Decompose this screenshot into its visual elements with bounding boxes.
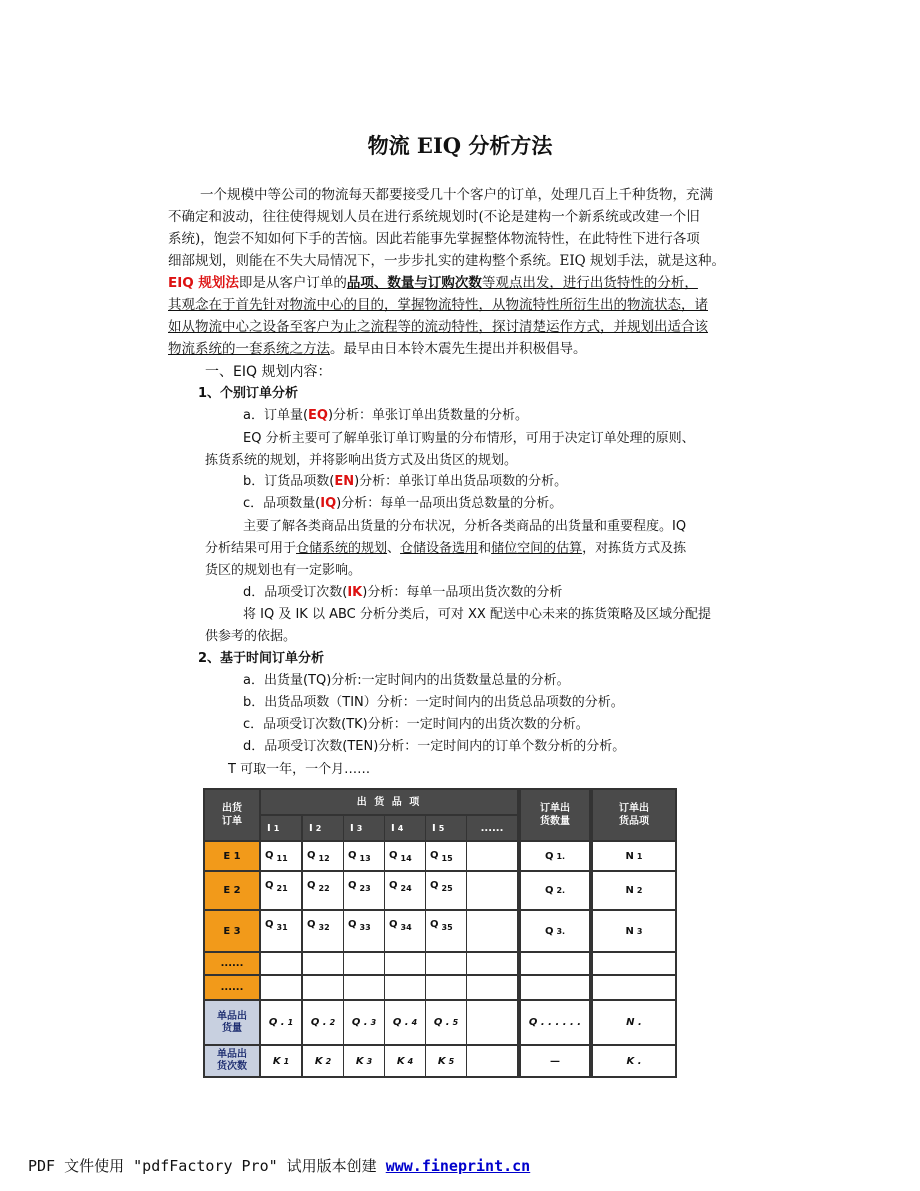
q-cell-1-2: Q $_{12}$ (303, 842, 343, 870)
time-note: T 可取一年，一个月…… (228, 762, 371, 777)
en-cell-2: N 2 (593, 872, 675, 909)
item-d1-desc-2: 供参考的依据。 (205, 629, 297, 644)
page-title: 物流 EIQ 分析方法 (367, 133, 553, 158)
intro-line-2: 不确定和波动，往往使得规划人员在进行系统规划时(不论是建构一个新系统或改建一个旧 (168, 209, 700, 225)
dot-row-1-cell-6 (467, 953, 517, 974)
intro-line-8-u: 物流系统的一套系统之方法 (168, 341, 330, 357)
corner-header: 出货 订单 (205, 790, 259, 840)
intro-line-1: 一个规模中等公司的物流每天都要接受几十个客户的订单，处理几百上千种货物，充满 (200, 187, 713, 203)
item-header-dots: ...... (467, 816, 517, 840)
q-cell-2-2: Q $_{22}$ (303, 872, 343, 909)
dot-row-1-cell-1 (261, 953, 301, 974)
order-label-2: E 2 (205, 872, 259, 909)
dot-row-1-en (593, 953, 675, 974)
item-c1: c．品项数量(IQ)分析：每单一品项出货总数量的分析。 (243, 496, 563, 511)
eq-cell-1: Q 1. (521, 842, 589, 870)
eq-term: EQ (308, 408, 328, 423)
intro-line-7: 如从物流中心之设备至客户为止之流程等的流动特性，探讨清楚运作方式，并规划出适合该 (168, 319, 708, 335)
intro-line-5-b: 等观点出发，进行出货特性的分析， (481, 275, 698, 291)
iq-cell-4: Q . 4 (385, 1001, 425, 1044)
en-cell-3: N 3 (593, 911, 675, 951)
item-a1: a．订单量(EQ)分析：单张订单出货数量的分析。 (243, 408, 529, 423)
q-cell-1-5: Q $_{15}$ (426, 842, 466, 870)
eiq-table (203, 788, 677, 1078)
dot-row-label-2: ...... (205, 976, 259, 999)
item-header-2: I 2 (303, 816, 343, 840)
ik-cell-3: K 3 (344, 1046, 384, 1076)
q-cell-3-3: Q $_{33}$ (344, 911, 384, 951)
dot-row-label-1: ...... (205, 953, 259, 974)
ik-row-label: 单品出 货次数 (205, 1046, 259, 1076)
dot-row-2-cell-5 (426, 976, 466, 999)
pdf-footer (28, 1155, 530, 1176)
ik-cell-2: K 2 (303, 1046, 343, 1076)
item-a2: a．出货量(TQ)分析:一定时间内的出货数量总量的分析。 (243, 673, 570, 688)
eq-header: 订单出 货数量 (521, 790, 589, 840)
dot-row-1-eq (521, 953, 589, 974)
items-header: 出 货 品 项 (261, 790, 517, 814)
eq-cell-3: Q 3. (521, 911, 589, 951)
iq-cell-5: Q . 5 (426, 1001, 466, 1044)
en-header: 订单出 货品项 (593, 790, 675, 840)
empty-cell-3 (467, 911, 517, 951)
q-cell-2-4: Q $_{24}$ (385, 872, 425, 909)
item-header-4: I 4 (385, 816, 425, 840)
intro-line-5-bold: 品项、数量与订购次数 (346, 275, 482, 291)
iq-empty-cell (467, 1001, 517, 1044)
intro-line-5-a: 即是从客户订单的 (238, 275, 347, 291)
item-header-1: I 1 (261, 816, 301, 840)
ik-cell-5: K 5 (426, 1046, 466, 1076)
iq-cell-1: Q . 1 (261, 1001, 301, 1044)
q-cell-3-1: Q $_{31}$ (261, 911, 301, 951)
q-cell-3-5: Q $_{35}$ (426, 911, 466, 951)
item-a1-desc-2: 拣货系统的规划，并将影响出货方式及出货区的规划。 (205, 453, 518, 468)
ik-cell-4: K 4 (385, 1046, 425, 1076)
q-cell-2-1: Q $_{21}$ (261, 872, 301, 909)
empty-cell-2 (467, 872, 517, 909)
iq-term: IQ (320, 496, 337, 511)
order-label-3: E 3 (205, 911, 259, 951)
dot-row-2-cell-1 (261, 976, 301, 999)
item-d1-desc-1: 将 IQ 及 IK 以 ABC 分析分类后，可对 XX 配送中心未来的拣货策略及区域分配提 (243, 607, 711, 622)
intro-line-6: 其观念在于首先针对物流中心的目的，掌握物流特性，从物流特性所衍生出的物流状态，诸 (168, 297, 708, 313)
dot-row-2-cell-6 (467, 976, 517, 999)
intro-line-4: 细部规划，则能在不失大局情况下，一步步扎实的建构整个系统。EIQ 规划手法，就是这种。 (168, 253, 726, 269)
q-cell-2-5: Q $_{25}$ (426, 872, 466, 909)
dot-row-1-cell-4 (385, 953, 425, 974)
q-cell-2-3: Q $_{23}$ (344, 872, 384, 909)
dot-row-1-cell-3 (344, 953, 384, 974)
eq-cell-2: Q 2. (521, 872, 589, 909)
item-c1-desc-1: 主要了解各类商品出货量的分布状况，分析各类商品的出货量和重要程度。IQ (243, 519, 687, 534)
item-c2: c．品项受订次数(TK)分析：一定时间内的出货次数的分析。 (243, 717, 589, 732)
dot-row-2-cell-4 (385, 976, 425, 999)
en-cell-1: N 1 (593, 842, 675, 870)
item-c1-desc-3: 货区的规划也有一定影响。 (205, 563, 362, 578)
dot-row-2-eq (521, 976, 589, 999)
item-a1-desc-1: EQ 分析主要可了解单张订单订购量的分布情形，可用于决定订单处理的原则、 (243, 431, 695, 446)
q-cell-3-2: Q $_{32}$ (303, 911, 343, 951)
dot-row-2-cell-2 (303, 976, 343, 999)
footer-text: PDF 文件使用 "pdfFactory Pro" 试用版本创建 (28, 1157, 386, 1175)
item-c1-desc-2: 分析结果可用于仓储系统的规划、仓储设备选用和储位空间的估算，对拣货方式及拣 (205, 541, 687, 556)
q-cell-3-4: Q $_{34}$ (385, 911, 425, 951)
item-d1: d．品项受订次数(IK)分析：每单一品项出货次数的分析 (243, 585, 563, 600)
dot-row-2-cell-3 (344, 976, 384, 999)
order-label-1: E 1 (205, 842, 259, 870)
iq-cell-2: Q . 2 (303, 1001, 343, 1044)
item-d2: d．品项受订次数(TEN)分析：一定时间内的订单个数分析的分析。 (243, 739, 626, 754)
ik-en-cell: K . (593, 1046, 675, 1076)
dot-row-1-cell-2 (303, 953, 343, 974)
ik-empty-cell (467, 1046, 517, 1076)
footer-link[interactable]: www.fineprint.cn (385, 1157, 531, 1175)
empty-cell-1 (467, 842, 517, 870)
iq-en-cell: N . (593, 1001, 675, 1044)
subsection-1-heading: 1、个别订单分析 (198, 386, 299, 401)
intro-line-8-b: 。最早由日本铃木震先生提出并积极倡导。 (330, 341, 587, 357)
iq-row-label: 单品出 货量 (205, 1001, 259, 1044)
q-cell-1-1: Q $_{11}$ (261, 842, 301, 870)
section-1-heading: 一、EIQ 规划内容： (205, 364, 332, 380)
iq-cell-3: Q . 3 (344, 1001, 384, 1044)
ik-cell-1: K 1 (261, 1046, 301, 1076)
subsection-2-heading: 2、基于时间订单分析 (198, 651, 325, 666)
en-term: EN (334, 474, 355, 489)
item-b2: b．出货品项数（TIN）分析：一定时间内的出货总品项数的分析。 (243, 695, 624, 710)
intro-line-3: 系统)，饱尝不知如何下手的苦恼。因此若能事先掌握整体物流特性，在此特性下进行各项 (168, 231, 700, 247)
q-cell-1-4: Q $_{14}$ (385, 842, 425, 870)
eiq-term: EIQ 规划法 (168, 275, 239, 291)
ik-term: IK (347, 585, 363, 600)
iq-eq-cell: Q . . . . . . (521, 1001, 589, 1044)
item-header-3: I 3 (344, 816, 384, 840)
ik-eq-cell: — (521, 1046, 589, 1076)
intro-line-5 (168, 272, 698, 294)
item-b1: b．订货品项数(EN)分析：单张订单出货品项数的分析。 (243, 474, 568, 489)
item-header-5: I 5 (426, 816, 466, 840)
intro-line-8 (168, 338, 587, 360)
dot-row-2-en (593, 976, 675, 999)
q-cell-1-3: Q $_{13}$ (344, 842, 384, 870)
dot-row-1-cell-5 (426, 953, 466, 974)
